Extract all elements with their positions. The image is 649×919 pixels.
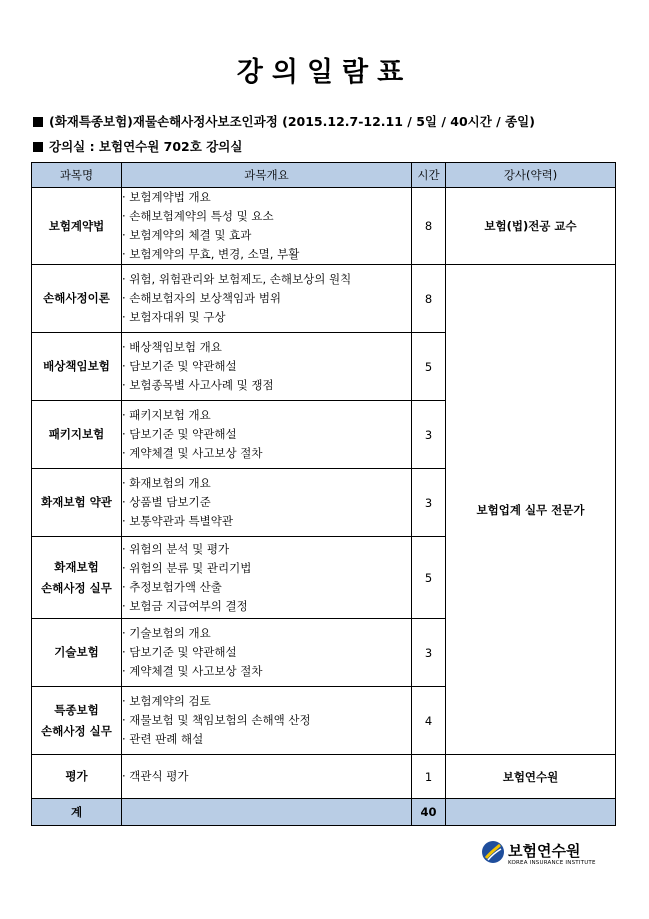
outline-cell: · 패키지보험 개요 · 담보기준 및 약관해설 · 계약체결 및 사고보상 절차 — [122, 401, 412, 469]
header-outline: 과목개요 — [122, 163, 412, 188]
bullet-square-icon — [33, 117, 43, 127]
hours-cell: 8 — [412, 265, 446, 333]
outline-cell: · 위험의 분석 및 평가 · 위험의 분류 및 관리기법 · 추정보험가액 산출 · 보험금 지급여부의 결정 — [122, 537, 412, 619]
total-label: 계 — [32, 799, 122, 826]
subject-cell: 화재보험 손해사정 실무 — [32, 537, 122, 619]
hours-cell: 8 — [412, 188, 446, 265]
hours-cell: 3 — [412, 469, 446, 537]
institute-name: 보험연수원 — [508, 842, 581, 860]
subject-cell: 보험계약법 — [32, 188, 122, 265]
total-hours: 40 — [412, 799, 446, 826]
page-title: 강의일람표 — [236, 57, 413, 88]
hours-cell: 3 — [412, 401, 446, 469]
header-instructor: 강사(약력) — [446, 163, 616, 188]
subject-cell: 손해사정이론 — [32, 265, 122, 333]
outline-cell: · 배상책임보험 개요 · 담보기준 및 약관해설 · 보험종목별 사고사례 및 쟁점 — [122, 333, 412, 401]
subject-cell: 패키지보험 — [32, 401, 122, 469]
subject-cell: 배상책임보험 — [32, 333, 122, 401]
hours-cell: 4 — [412, 687, 446, 755]
institute-emblem-icon — [481, 840, 505, 864]
bullet-square-icon — [33, 142, 43, 152]
total-row — [32, 799, 616, 826]
instructor-cell: 보험연수원 — [446, 755, 616, 799]
subject-cell: 특종보험 손해사정 실무 — [32, 687, 122, 755]
classroom-info-text: 강의실 : 보험연수원 702호 강의실 — [49, 139, 243, 154]
syllabus-table — [31, 162, 616, 826]
institute-subtitle: KOREA INSURANCE INSTITUTE — [508, 860, 596, 866]
outline-cell: · 객관식 평가 — [122, 755, 412, 799]
total-instructor-empty — [446, 799, 616, 826]
hours-cell: 1 — [412, 755, 446, 799]
instructor-cell: 보험업계 실무 전문가 — [446, 265, 616, 755]
institute-logo — [481, 840, 596, 868]
table-row — [32, 755, 616, 799]
hours-cell: 3 — [412, 619, 446, 687]
outline-cell: · 기술보험의 개요 · 담보기준 및 약관해설 · 계약체결 및 사고보상 절차 — [122, 619, 412, 687]
subject-cell: 화재보험 약관 — [32, 469, 122, 537]
hours-cell: 5 — [412, 537, 446, 619]
instructor-cell: 보험(법)전공 교수 — [446, 188, 616, 265]
outline-cell: · 보험계약법 개요 · 손해보험계약의 특성 및 요소 · 보험계약의 체결 및 효과 · 보험계약의 무효, 변경, 소멸, 부활 — [122, 188, 412, 265]
header-subject: 과목명 — [32, 163, 122, 188]
classroom-info — [33, 137, 242, 155]
course-info-text: (화재특종보험)재물손해사정사보조인과정 (2015.12.7-12.11 / 5일 / 40시간 / 종일) — [49, 114, 535, 129]
table-header-row — [32, 163, 616, 188]
subject-cell: 평가 — [32, 755, 122, 799]
header-hours: 시간 — [412, 163, 446, 188]
course-info — [33, 112, 535, 130]
outline-cell: · 위험, 위험관리와 보험제도, 손해보상의 원칙 · 손해보험자의 보상책임과 범위 · 보험자대위 및 구상 — [122, 265, 412, 333]
total-outline-empty — [122, 799, 412, 826]
table-row — [32, 188, 616, 265]
outline-cell: · 보험계약의 검토 · 재물보험 및 책임보험의 손해액 산정 · 관련 판례 해설 — [122, 687, 412, 755]
hours-cell: 5 — [412, 333, 446, 401]
table-row — [32, 265, 616, 333]
subject-cell: 기술보험 — [32, 619, 122, 687]
outline-cell: · 화재보험의 개요 · 상품별 담보기준 · 보통약관과 특별약관 — [122, 469, 412, 537]
